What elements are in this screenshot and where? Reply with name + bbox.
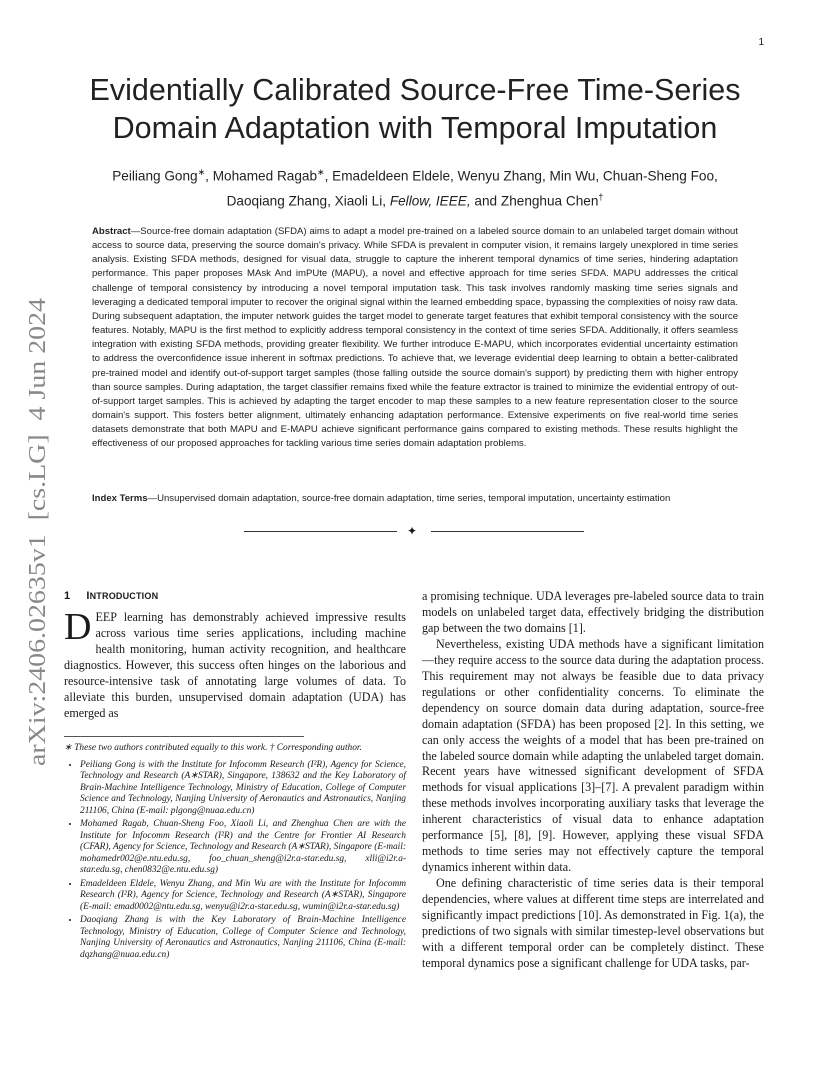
author-names: Emadeldeen Eldele, Wenyu Zhang, Min Wu, Chuan-Sheng Foo, [332, 168, 718, 184]
divider-line-right [431, 531, 584, 532]
author-name: Peiliang Gong [112, 168, 198, 184]
divider-diamond-icon: ✦ [407, 524, 418, 538]
affiliation-item: • Peiliang Gong is with the Institute for Infocomm Research (I²R), Agency for Science, Technology and Research (A∗STAR), Singapore, 138632 and the Key Laboratory of Brain-Machine Intelligence Technology, Ministry of Education, College of Computer Science and Technology, Nanjing University of Aeronautics and Astronautics, Nanjing 211106, China (E-mail: plgong@nuaa.edu.cn) [80, 760, 406, 818]
intro-paragraph-1 [64, 606, 406, 722]
equal-contribution-mark: ∗ [317, 167, 325, 177]
intro-paragraph-3: One defining characteristic of time series data is their temporal dependencies, where values at different time steps are interrelated and significantly impact predictions [10]. As demonstrated in Fig. 1(a), the predictions of two signals with similar timestep-level observations but with a different temporal order can be completely distinct. These temporal dynamics pose a significant challenge for UDA tasks, par- [422, 876, 764, 970]
drop-cap: D [64, 606, 92, 648]
equal-contribution-mark: ∗ [197, 167, 206, 177]
affiliation-list [64, 760, 406, 962]
footnote-rule [64, 736, 304, 737]
right-column [422, 589, 764, 972]
footnote-main: ∗ These two authors contributed equally to this work. † Corresponding author. [64, 743, 362, 753]
section-number: 1 [64, 590, 71, 602]
footnotes [64, 736, 406, 963]
abstract [92, 225, 738, 452]
paper-title: Evidentially Calibrated Source-Free Time-Series Domain Adaptation with Temporal Imputation [89, 73, 741, 145]
section-title-rest: NTRODUCTION [89, 591, 159, 601]
affiliation-item: • Daoqiang Zhang is with the Key Laboratory of Brain-Machine Intelligence Technology, Ministry of Education, College of Computer Science and Technology, Nanjing University of Aeronautics and Astronautics, Nanjing 211106, China (E-mail: dqzhang@nuaa.edu.cn) [80, 915, 406, 961]
index-terms [92, 492, 738, 506]
index-terms-label: Index Terms [92, 493, 148, 504]
fellow-title: Fellow, IEEE, [389, 193, 471, 209]
intro-paragraph-1-text: learning has demonstrably achieved impressive results across various time series applications, including machine health monitoring, human activity recognition, and healthcare diagnostics. However, this success often hinges on the laborious and resource-intensive task of annotating large volumes of data. To alleviate this burden, unsupervised domain adaptation (UDA) has emerged as [64, 610, 406, 720]
author-name: Mohamed Ragab [212, 168, 318, 184]
section-heading [64, 589, 406, 603]
arxiv-stamp-svg [14, 296, 60, 766]
abstract-text: —Source-free domain adaptation (SFDA) aims to adapt a model pre-trained on a labeled source domain to an unlabeled target domain without access to source data, preserving the source domain's privacy. While SFDA is prevalent in computer vision, it remains largely unexplored in time series analysis. Existing SFDA methods, designed for visual data, struggle to capture the inherent temporal dynamics of time series, hindering adaptation performance. This paper proposes MAsk And imPUte (MAPU), a novel and effective approach for time series SFDA. MAPU addresses the critical challenge of temporal consistency by introducing a novel temporal imputation task. This task involves randomly masking time series signals and leveraging a dedicated temporal imputer to recover the original signal within the learned embedding space, bypassing the complexities of noisy raw data. During subsequent adaptation, the imputer network guides the target model to generate target features that exhibit temporal consistency with the source features. Notably, MAPU is the first method to explicitly address temporal consistency in the context of time series SFDA. Additionally, it offers seamless integration with existing SFDA methods, providing greater flexibility. We further introduce E-MAPU, which incorporates evidential uncertainty estimation to address the overconfidence issue inherent in softmax predictions. To achieve that, we leverage evidential deep learning to obtain a better-calibrated pre-trained model and identify out-of-support target samples (those falling outside the source domain's support) by predicting them with higher entropy than source samples. During adaptation, the target classifier remains fixed while the feature extractor is trained to minimize the evidential entropy of out-of-support target samples. This is achieved by adapting the target encoder to map these samples to a new feature representation closer to the source domain's support. This fosters better alignment, ultimately enhancing adaptation performance. Extensive experiments on five real-world time series datasets demonstrate that both MAPU and E-MAPU achieve significant performance gains compared to existing methods. These results highlight the effectiveness of our proposed approaches for tackling various time series domain adaptation problems. [92, 226, 738, 450]
corresponding-mark: † [598, 191, 604, 202]
arxiv-stamp [14, 296, 60, 766]
left-column [64, 589, 406, 722]
author-list: Peiliang Gong∗, Mohamed Ragab∗, Emadeldeen Eldele, Wenyu Zhang, Min Wu, Chuan-Sheng Foo, Daoqiang Zhang, Xiaoli Li, Fellow, IEEE, and Zhenghua Chen† [112, 167, 718, 209]
section-divider [244, 525, 584, 537]
index-terms-text: —Unsupervised domain adaptation, source-free domain adaptation, time series, temporal imputation, uncertainty estimation [147, 493, 671, 504]
intro-paragraph-1-continued: a promising technique. UDA leverages pre-labeled source data to train models on unlabeled target data, effectively bridging the distribution gap between the two domains [1]. [422, 589, 764, 635]
author-name: and Zhenghua Chen [470, 193, 599, 209]
affiliation-item: • Mohamed Ragab, Chuan-Sheng Foo, Xiaoli Li, and Zhenghua Chen are with the Institute for Infocomm Research (I²R) and the Centre for Frontier AI Research (CFAR), Agency for Science, Technology and Research (A∗STAR), Singapore (E-mail: mohamedr002@e.ntu.edu.sg, foo_chuan_sheng@i2r.a-star.edu.sg, xlli@i2r.a-star.edu.sg, chen0832@e.ntu.edu.sg) [80, 819, 406, 877]
abstract-label: Abstract [92, 226, 131, 237]
small-caps-lead: EEP [95, 610, 117, 624]
section-title-initial: I [86, 590, 90, 602]
intro-paragraph-2: Nevertheless, existing UDA methods have a significant limitation —they require access to the source data during the adaptation process. This requirement may not always be feasible due to data privacy regulations or other confidentiality concerns. To eliminate the dependency on source domain data during adaptation, source-free domain adaptation (SFDA) has been proposed [2]. In this setting, we can only access the weights of a model that has been pre-trained on the labeled source domain while adapting the unlabeled target domain. Recent years have witnessed significant development of SFDA methods for visual applications [3]–[7]. A prevalent paradigm within these methods involves incorporating auxiliary tasks that leverage the inherent characteristics of visual data to enhance adaptation performance [5], [8], [9]. However, applying these visual SFDA methods to time series may not effectively capture the temporal dynamics inherent within data. [422, 636, 764, 875]
page-number: 1 [758, 37, 764, 48]
affiliation-item: • Emadeldeen Eldele, Wenyu Zhang, and Min Wu are with the Institute for Infocomm Research (I²R), Agency for Science, Technology and Research (A∗STAR), Singapore (E-mail: emad0002@ntu.edu.sg, wenyu@i2r.a-star.edu.sg, wumin@i2r.a-star.edu.sg) [80, 879, 406, 914]
author-names: Daoqiang Zhang, Xiaoli Li, [226, 193, 390, 209]
arxiv-stamp-text: arXiv:2406.02635v1 [cs.LG] 4 Jun 2024 [25, 363, 51, 766]
divider-line-left [244, 531, 397, 532]
